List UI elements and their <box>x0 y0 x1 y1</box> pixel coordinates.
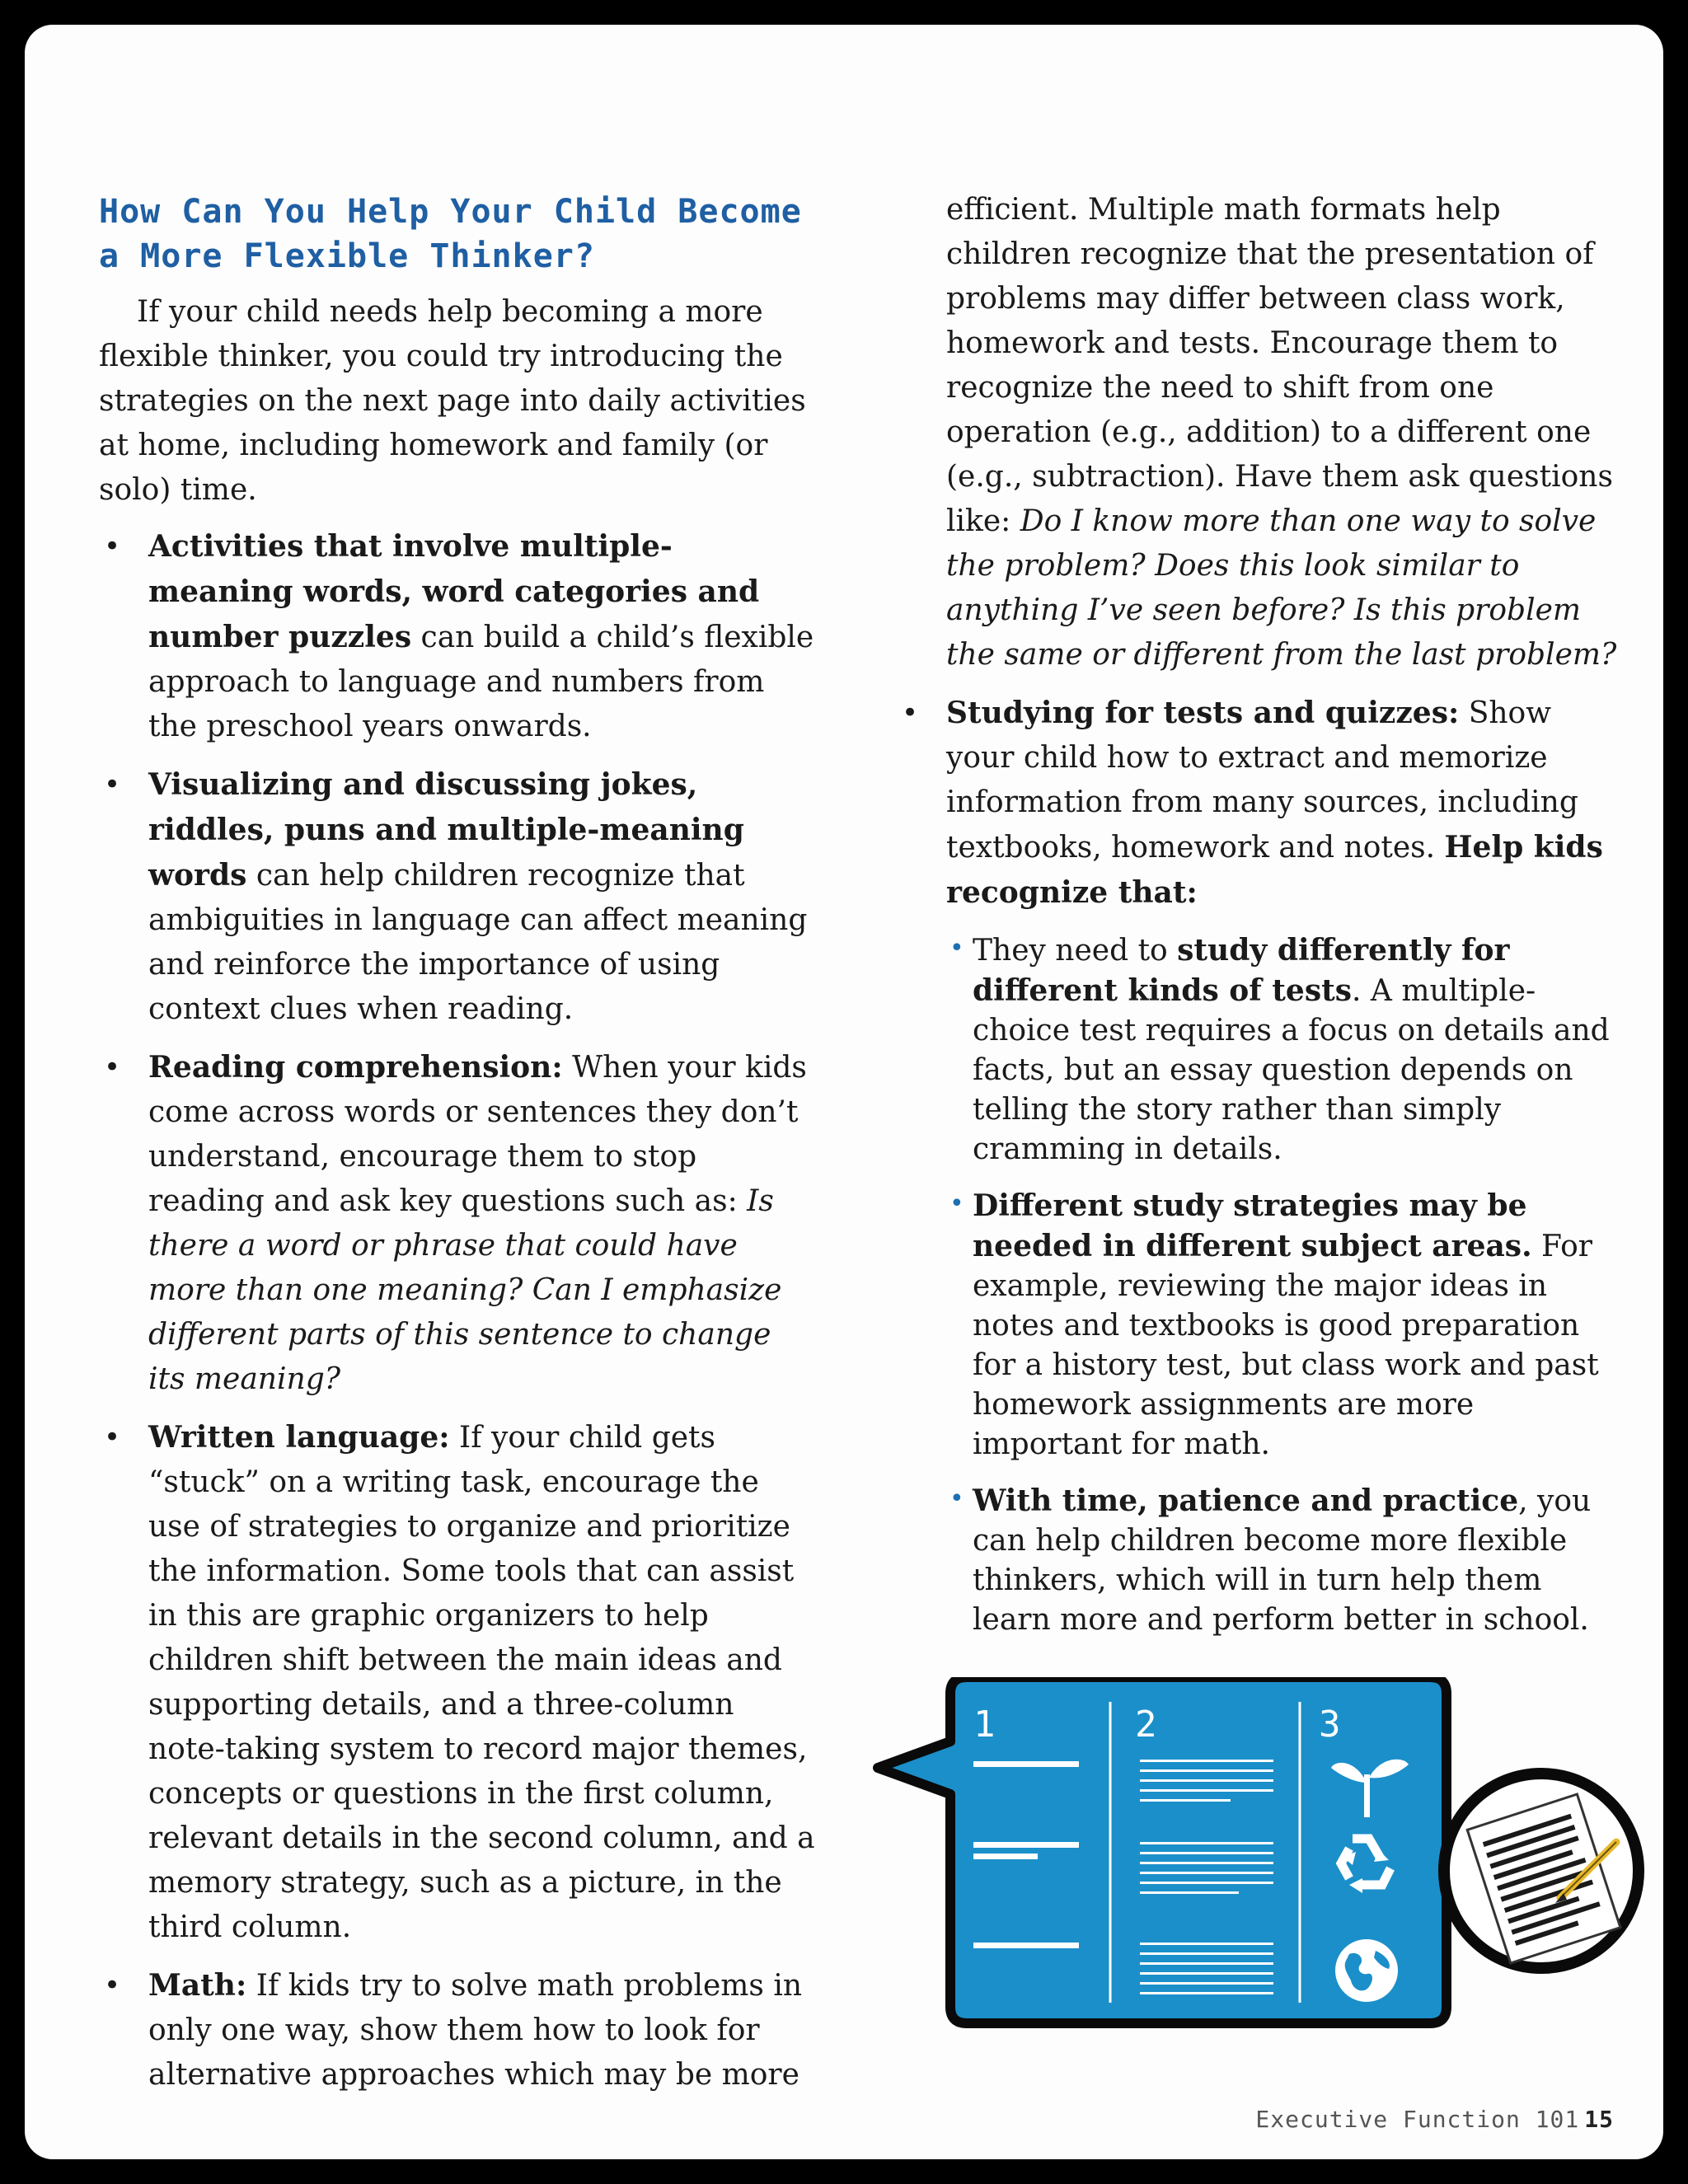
sub-bold: Different study strategies may be needed in different subject areas. <box>973 1188 1532 1263</box>
sub-text: For example, reviewing the major ideas in notes and textbooks is good preparation for a history test, but class work and past homework assignments are more important for math. <box>973 1230 1599 1461</box>
section-heading <box>99 190 816 279</box>
right-column <box>897 188 1622 1657</box>
sub-bullet-icon: • <box>950 1484 964 1513</box>
math-continued <box>897 188 1622 677</box>
footer-title: Executive Function 101 <box>1255 2106 1580 2133</box>
page-number: 15 <box>1584 2106 1614 2133</box>
bullet-icon: • <box>104 530 121 563</box>
heading-line-2: a More Flexible Thinker? <box>99 237 595 275</box>
left-column <box>99 190 816 2111</box>
list-item <box>99 762 816 1032</box>
bullet-bold: Visualizing and discussing jokes, riddles, puns and multiple-meaning words <box>148 767 744 893</box>
column-number-1: 1 <box>973 1704 996 1746</box>
page <box>25 25 1663 2159</box>
bullet-bold: Written language: <box>148 1420 450 1455</box>
column-number-2: 2 <box>1135 1704 1157 1746</box>
list-item <box>99 1963 816 2097</box>
sub-bold: With time, patience and practice <box>973 1483 1519 1518</box>
sub-list <box>946 930 1622 1640</box>
bullet-bold: Reading comprehension: <box>148 1050 563 1085</box>
page-footer <box>1255 2106 1614 2133</box>
sub-pre: They need to <box>973 934 1178 968</box>
column-number-3: 3 <box>1319 1704 1341 1746</box>
sub-bold: study differently for different kinds of tests <box>973 933 1510 1008</box>
math-continued-text: efficient. Multiple math formats help children recognize that the presentation of problems may differ between class work, homework and tests. Encourage them to recognize the need to shift from one operation (e.g., addition) to a different one (e.g., subtraction). Have them ask questions like: <box>946 193 1613 538</box>
bullet-icon: • <box>104 1969 121 2002</box>
sub-text: , you can help children become more flexible thinkers, which will in turn help them learn more and perform better in school. <box>973 1484 1592 1637</box>
bullet-text: If your child gets “stuck” on a writing task, encourage the use of strategies to organize and prioritize the information. Some tools that can assist in this are graphic organizers to help children shift between the main ideas and supporting details, and a three-column note-taking system to record major themes, concepts or questions in the first column, relevant details in the second column, and a memory strategy, such as a picture, in the third column. <box>148 1421 815 1944</box>
bullet-text: When your kids come across words or sentences they don’t understand, encourage them to stop reading and ask key questions such as: <box>148 1051 807 1218</box>
sub-text: . A multiple-choice test requires a focus on details and facts, but an essay question depends on telling the story rather than simply cramming in details. <box>973 974 1610 1166</box>
bullet-icon: • <box>902 696 919 729</box>
math-continued-italic: Do I know more than one way to solve the problem? Does this look similar to anything I’ve seen before? Is this problem the same or different from the last problem? <box>946 504 1617 672</box>
sub-bullet-icon: • <box>950 1189 964 1218</box>
intro-paragraph: If your child needs help becoming a more flexible thinker, you could try introducing the strategies on the next page into daily activities at home, including homework and family (or solo) time. <box>99 295 806 507</box>
bullet-bold: Math: <box>148 1968 247 2003</box>
list-item <box>99 1045 816 1402</box>
bullet-text: If kids try to solve math problems in only one way, show them how to look for alternative approaches which may be more <box>148 1969 803 2092</box>
bullet-icon: • <box>104 768 121 801</box>
globe-icon <box>1335 1939 1398 2002</box>
bullet-bold: Activities that involve multiple-meaning words, word categories and number puzzles <box>148 529 760 654</box>
strategy-list <box>99 524 816 2097</box>
bullet-bold: Studying for tests and quizzes: <box>946 696 1460 730</box>
heading-line-1: How Can You Help Your Child Become <box>99 193 802 231</box>
bullet-text: Show your child how to extract and memorize information from many sources, including textbooks, homework and notes. <box>946 696 1578 865</box>
bullet-text: can build a child’s flexible approach to language and numbers from the preschool years onwards. <box>148 621 814 743</box>
sub-list-item <box>946 930 1622 1169</box>
sub-bullet-icon: • <box>950 934 964 963</box>
sub-list-item <box>946 1481 1622 1640</box>
list-item <box>897 691 1622 1640</box>
list-item <box>99 524 816 749</box>
note-taking-illustration <box>870 1677 1653 2040</box>
bullet-icon: • <box>104 1421 121 1454</box>
bullet-bold-2: Help kids recognize that: <box>946 830 1603 910</box>
bullet-icon: • <box>104 1051 121 1084</box>
strategy-list-continued <box>897 188 1622 1640</box>
bullet-italic: Is there a word or phrase that could have more than one meaning? Can I emphasize different parts of this sentence to change its meaning? <box>148 1184 782 1396</box>
bullet-text: can help children recognize that ambiguities in language can affect meaning and reinforce the importance of using context clues when reading. <box>148 859 808 1026</box>
list-item <box>99 1415 816 1950</box>
sub-list-item <box>946 1186 1622 1465</box>
